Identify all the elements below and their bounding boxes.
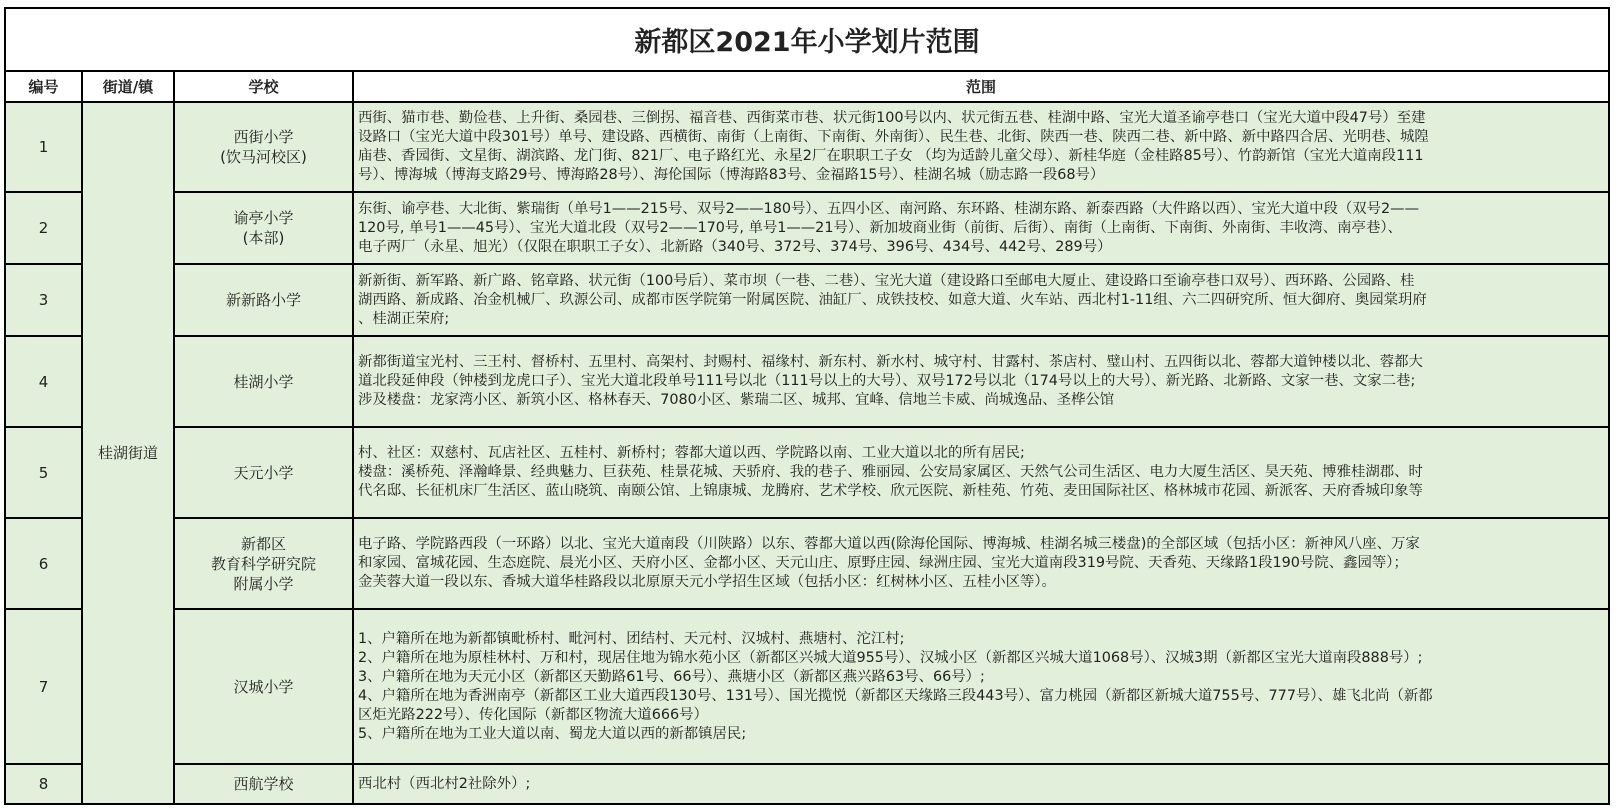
row-number: 4 xyxy=(5,336,82,427)
range-line: 4、户籍所在地为香洲南亭（新都区工业大道西段130号、131号）、国光揽悦（新都区天缘路三段443号）、富力桃园（新都区新城大道755号、777号）、雄飞北尚（新都 xyxy=(358,687,1433,704)
range-line: 道北段延伸段（钟楼到龙虎口子）、宝光大道北段单号111号以北（111号以上的大号）、双号172号以北（174号以上的大号）、新光路、北新路、文家一巷、文家二巷; xyxy=(358,373,1416,389)
school-cell xyxy=(174,609,353,764)
range-cell xyxy=(353,264,1609,336)
range-cell xyxy=(353,764,1609,804)
school-cell xyxy=(174,336,353,427)
range-line: 村、社区：双慈村、瓦店社区、五桂村、新桥村；蓉都大道以西、学院路以南、工业大道以北的所有居民; xyxy=(358,445,1025,461)
row-number: 3 xyxy=(5,264,82,336)
range-cell xyxy=(353,518,1609,609)
table-row xyxy=(5,336,1609,427)
range-cell xyxy=(353,427,1609,518)
range-cell xyxy=(353,192,1609,264)
range-line: 西北村（西北村2社除外）; xyxy=(358,775,531,792)
street-cell: 桂湖街道 xyxy=(82,102,174,804)
table-row xyxy=(5,427,1609,518)
school-name-line: 西街小学 xyxy=(233,128,294,146)
table-row xyxy=(5,609,1609,764)
row-number: 1 xyxy=(5,102,82,192)
school-name-line: 新都区 xyxy=(240,534,286,553)
school-name-line: 附属小学 xyxy=(233,574,294,593)
table-row xyxy=(5,518,1609,609)
row-number: 5 xyxy=(5,427,82,518)
page-title: 新都区2021年小学划片范围 xyxy=(5,8,1609,71)
school-name-line: 谕亭小学 xyxy=(233,209,294,227)
header-range: 范围 xyxy=(353,71,1609,102)
header-street: 街道/镇 xyxy=(82,71,174,102)
range-line: 2、户籍所在地为原桂林村、万和村，现居住地为锦水苑小区（新都区兴城大道955号）、汉城小区（新都区兴城大道1068号）、汉城3期（新都区宝光大道南段888号）; xyxy=(358,649,1423,666)
range-line: 120号, 单号1——45号）、宝光大道北段（双号2——170号, 单号1——21号）、新加坡商业街（前街、后街）、南街（上南街、下南街、外南街、丰收湾、南亭巷）、 xyxy=(358,219,1402,236)
school-name-line: (本部) xyxy=(242,229,285,247)
range-line: 涉及楼盘：龙家湾小区、新筑小区、格林春天、7080小区、紫瑞二区、城邦、宜峰、信地兰卡威、尚城逸品、圣桦公馆 xyxy=(358,392,1115,408)
row-number: 8 xyxy=(5,764,82,804)
range-line: 3、户籍所在地为天元小区（新都区天勤路61号、66号）、燕塘小区（新都区燕兴路63号、66号）; xyxy=(358,668,985,685)
range-line: 湖西路、新成路、冶金机械厂、玖源公司、成都市医学院第一附属医院、油缸厂、成铁技校、如意大道、火车站、西北村1-11组、六二四研究所、恒大御府、奥园棠玥府 xyxy=(358,291,1427,308)
school-cell xyxy=(174,192,353,264)
range-line: 楼盘：溪桥苑、泽瀚峰景、经典魅力、巨获苑、桂景花城、天骄府、我的巷子、雅丽园、公安局家属区、天然气公司生活区、电力大厦生活区、昊天苑、博雅桂湖郡、时 xyxy=(358,464,1423,480)
header-row xyxy=(5,71,1609,102)
table-row xyxy=(5,764,1609,804)
range-line: 金芙蓉大道一段以东、香城大道华桂路段以北原原天元小学招生区域（包括小区：红树林小区、五桂小区等）。 xyxy=(358,574,1056,590)
row-number: 2 xyxy=(5,192,82,264)
table-row xyxy=(5,264,1609,336)
table-row xyxy=(5,102,1609,192)
range-line: 西街、猫市巷、勤俭巷、上升街、桑园巷、三倒拐、福音巷、西街菜市巷、状元街100号以内、状元街五巷、桂湖中路、宝光大道圣谕亭巷口（宝光大道中段47号）至建 xyxy=(358,110,1426,126)
school-name-line: 汉城小学 xyxy=(233,677,294,696)
range-line: 、桂湖正荣府; xyxy=(358,310,450,327)
school-name-line: 天元小学 xyxy=(233,463,294,482)
range-line: 电子路、学院路西段（一环路）以北、宝光大道南段（川陕路）以东、蓉都大道以西(除海伦国际、博海城、桂湖名城三楼盘)的全部区域（包括小区：新神风八座、万家 xyxy=(358,536,1420,552)
school-cell xyxy=(174,518,353,609)
school-name-line: 西航学校 xyxy=(233,775,294,793)
range-line: 东街、谕亭巷、大北街、紫瑞街（单号1——215号、双号2——180号）、五四小区、南河路、东环路、桂湖东路、新泰西路（大件路以西）、宝光大道中段（双号2—— xyxy=(358,200,1419,217)
table-row xyxy=(5,192,1609,264)
header-school: 学校 xyxy=(174,71,353,102)
range-cell xyxy=(353,609,1609,764)
range-cell xyxy=(353,102,1609,192)
range-line: 1、户籍所在地为新都镇毗桥村、毗河村、团结村、天元村、汉城村、燕塘村、沱江村; xyxy=(358,630,905,647)
row-number: 7 xyxy=(5,609,82,764)
school-name-line: (饮马河校区) xyxy=(220,148,307,166)
row-number: 6 xyxy=(5,518,82,609)
range-line: 庙巷、香园街、文星街、湖滨路、龙门街、821厂、电子路红光、永星2厂在职职工子女 （均为适龄儿童父母）、新桂华庭（金桂路85号）、竹韵新馆（宝光大道南段111 xyxy=(358,148,1424,164)
school-cell xyxy=(174,427,353,518)
range-line: 新新街、新军路、新广路、铭章路、状元街（100号后）、菜市坝（一巷、二巷）、宝光大道（建设路口至邮电大厦止、建设路口至谕亭巷口双号）、西环路、公园路、桂 xyxy=(358,272,1415,289)
range-line: 号）、博海城（博海支路29号、博海路28号）、海伦国际（博海路83号、金福路15号）、桂湖名城（励志路一段68号） xyxy=(358,167,1105,183)
school-name-line: 新新路小学 xyxy=(225,291,301,309)
header-number: 编号 xyxy=(5,71,82,102)
range-line: 区炬光路222号）、传化国际（新都区物流大道666号） xyxy=(358,706,708,723)
range-line: 新都街道宝光村、三王村、督桥村、五里村、高架村、封赐村、福缘村、新东村、新水村、城守村、甘露村、茶店村、璧山村、五四街以北、蓉都大道钟楼以北、蓉都大 xyxy=(358,354,1423,370)
range-cell xyxy=(353,336,1609,427)
school-cell xyxy=(174,264,353,336)
school-name-line: 教育科学研究院 xyxy=(210,554,316,573)
range-line: 电子两厂（永星、旭光）（仅限在职职工子女）、北新路（340号、372号、374号、396号、434号、442号、289号） xyxy=(358,238,1112,255)
range-line: 5、户籍所在地为工业大道以南、蜀龙大道以西的新都镇居民; xyxy=(358,725,747,742)
range-line: 代名邸、长征机床厂生活区、蓝山晓筑、南颐公馆、上锦康城、龙腾府、艺术学校、欣元医院、新桂苑、竹苑、麦田国际社区、格林城市花园、新派客、天府香城印象等 xyxy=(358,483,1423,499)
school-cell xyxy=(174,102,353,192)
school-name-line: 桂湖小学 xyxy=(233,372,294,391)
school-cell xyxy=(174,764,353,804)
range-line: 和家园、富城花园、生态庭院、晨光小区、天府小区、金都小区、天元山庄、原野庄园、绿洲庄园、宝光大道南段319号院、天香苑、天缘路1段190号院、鑫园等）； xyxy=(358,555,1408,571)
range-line: 设路口（宝光大道中段301号）单号、建设路、西横街、南街（上南街、下南街、外南街）、民生巷、北街、陕西一巷、陕西二巷、新中路、新中路四合居、光明巷、城隍 xyxy=(358,129,1429,145)
school-zoning-table xyxy=(4,7,1610,805)
